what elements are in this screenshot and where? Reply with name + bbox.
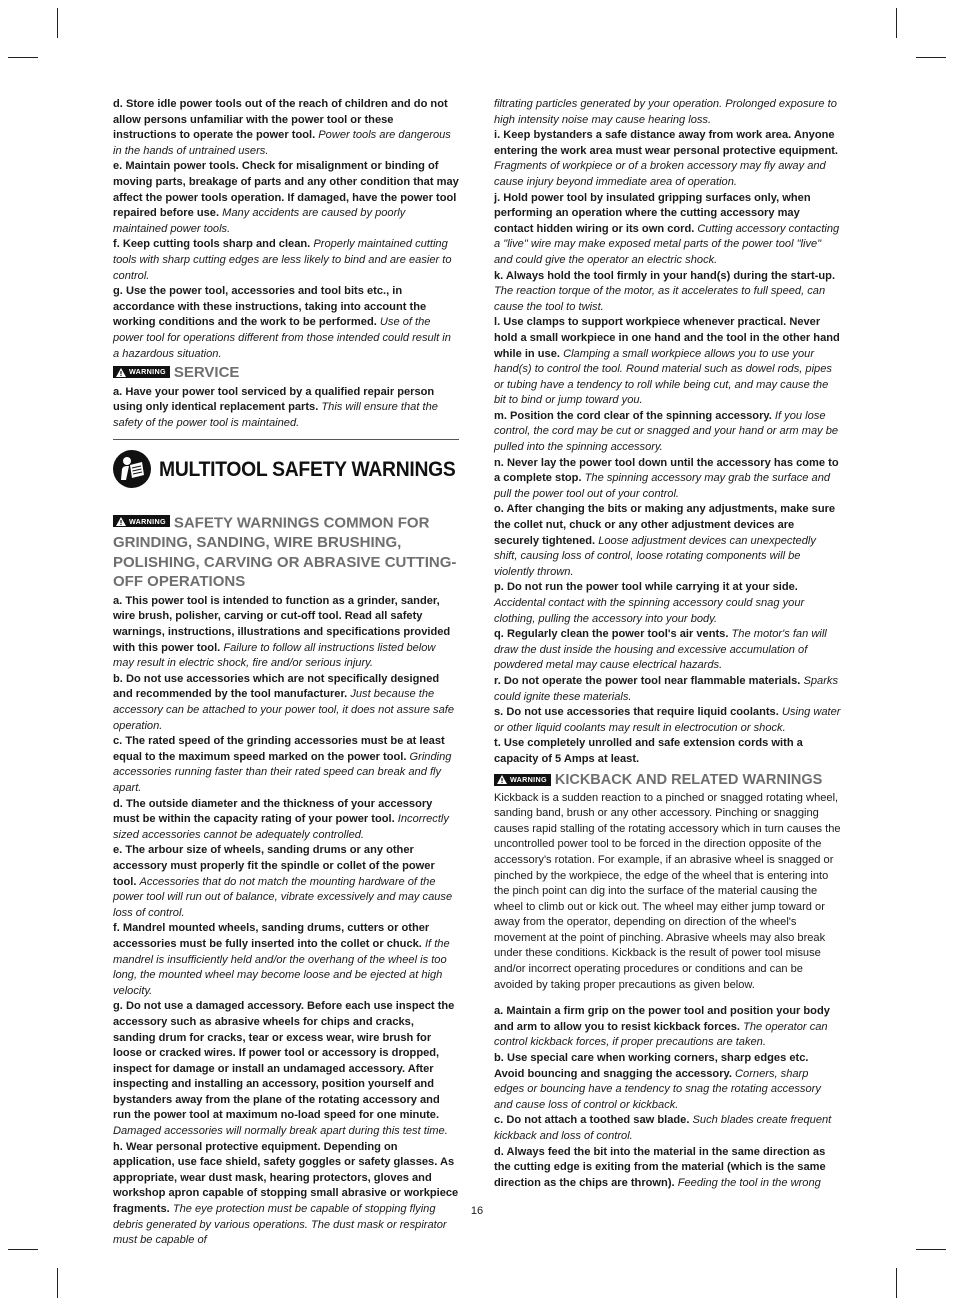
crop-mark	[8, 1249, 38, 1250]
instruction-item: a. Have your power tool serviced by a qualified repair person using only identical replacement parts. This will ensure that the safety of the power tool is maintained.	[113, 385, 438, 429]
crop-mark	[896, 8, 897, 38]
left-column	[113, 97, 459, 1249]
warning-badge: WARNING	[494, 774, 551, 786]
instruction-item: c. The rated speed of the grinding accessories must be at least equal to the maximum speed marked on the power tool. Grinding accessories running faster than their rated speed can break and fly apart.	[113, 735, 452, 794]
crop-mark	[896, 1268, 897, 1298]
kickback-heading-row	[494, 771, 841, 789]
right-column	[494, 97, 841, 1191]
instruction-item: i. Keep bystanders a safe distance away from work area. Anyone entering the work area must wear personal protective equipment. Fragments of workpiece or of a broken accessory may fly away and cause injury beyond immediate area of operation.	[494, 129, 838, 188]
warning-badge: WARNING	[113, 366, 170, 378]
spacer	[494, 993, 841, 1004]
read-manual-icon	[113, 450, 151, 488]
instruction-item: e. The arbour size of wheels, sanding drums or any other accessory must properly fit the spindle or collet of the power tool. Accessories that do not match the mounting hardware of the power tool will run out of balance, vibrate excessively and may cause loss of control.	[113, 844, 453, 919]
instruction-item: d. The outside diameter and the thickness of your accessory must be within the capacity rating of your power tool. Incorrectly sized accessories cannot be adequately controlled.	[113, 797, 449, 841]
instruction-item: p. Do not run the power tool while carrying it at your side. Accidental contact with the spinning accessory could snag your clothing, pulling the accessory into your body.	[494, 581, 805, 625]
instruction-item: f. Mandrel mounted wheels, sanding drums, cutters or other accessories must be fully inserted into the collet or chuck. If the mandrel is insufficiently held and/or the overhang of the wheel is too long, the mounted wheel may become loose and be ejected at high velocity.	[113, 922, 450, 997]
instruction-item: k. Always hold the tool firmly in your hand(s) during the start-up. The reaction torque of the motor, as it accelerates to full speed, can cause the tool to twist.	[494, 269, 836, 313]
warning-triangle-icon	[116, 368, 126, 377]
kickback-intro: Kickback is a sudden reaction to a pinched or snagged rotating wheel, sanding band, brush or any other accessory. Pinching or snagging causes rapid stalling of the rotating accessory which in turn causes the uncontrolled power tool to be forced in the direction opposite of the accessory's rotation. For example, if an abrasive wheel is snagged or pinched by the workpiece, the edge of the wheel that is entering into the pinch point can dig into the surface of the material causing the wheel to climb out or kick out. The wheel may either jump toward or away from the operator, depending on direction of the wheel's movement at the point of pinching. Abrasive wheels may also break under these conditions. Kickback is the result of power tool misuse and/or incorrect operating procedures or conditions and can be avoided by taking proper precautions as given below.	[494, 791, 841, 991]
common-warnings-heading: WARNING SAFETY WARNINGS COMMON FOR GRINDING, SANDING, WIRE BRUSHING, POLISHING, CARVING OR ABRASIVE CUTTING-OFF OPERATIONS	[113, 514, 457, 591]
crop-mark	[916, 57, 946, 58]
instruction-item: g. Do not use a damaged accessory. Before each use inspect the accessory such as abrasive wheels for chips and cracks, sanding drum for cracks, tear or excess wear, wire brush for loose or cracked wires. If power tool or accessory is dropped, inspect for damage or install an undamaged accessory. After inspecting and installing an accessory, position yourself and bystanders away from the plane of the rotating accessory and run the power tool at maximum no-load speed for one minute. Damaged accessories will normally break apart during this test time.	[113, 1000, 455, 1138]
instruction-item: o. After changing the bits or making any adjustments, make sure the collet nut, chuck or any other adjustment devices are securely tightened. Loose adjustment devices can unexpectedly shift, causing loss of control, loose rotating components will be violently thrown.	[494, 503, 836, 578]
common-heading-row	[113, 512, 459, 592]
instruction-item: l. Use clamps to support workpiece whenever practical. Never hold a small workpiece in one hand and the tool in the other hand while in use. Clamping a small workpiece allows you to use your hand(s) to control the tool. Round material such as dowel rods, pipes or tubing have a tendency to roll while being cut, and may cause the bit to bind or jump toward you.	[494, 316, 840, 407]
section-header	[113, 450, 459, 488]
crop-mark	[916, 1249, 946, 1250]
instruction-item: a. Maintain a firm grip on the power tool and position your body and arm to allow you to resist kickback forces. The operator can control kickback forces, if proper precautions are taken.	[494, 1005, 830, 1049]
instruction-item: f. Keep cutting tools sharp and clean. Properly maintained cutting tools with sharp cutting edges are less likely to bind and are easier to control.	[113, 238, 452, 282]
service-heading-row	[113, 363, 459, 383]
instruction-item: a. This power tool is intended to function as a grinder, sander, wire brush, polisher, carving or cut-off tool. Read all safety warnings, instructions, illustrations and specifications provided with this power tool. Failure to follow all instructions listed below may result in electric shock, fire and/or serious injury.	[113, 594, 451, 670]
crop-mark	[8, 57, 38, 58]
crop-mark	[57, 8, 58, 38]
warning-triangle-icon	[497, 775, 507, 784]
instruction-item: d. Always feed the bit into the material in the same direction as the cutting edge is exiting from the material (which is the same direction as the chips are thrown). Feeding the tool in the wrong	[494, 1145, 826, 1189]
kickback-heading: KICKBACK AND RELATED WARNINGS	[554, 771, 823, 788]
warning-triangle-icon	[116, 517, 126, 526]
instruction-item: e. Maintain power tools. Check for misalignment or binding of moving parts, breakage of parts and any other condition that may affect the power tools operation. If damaged, have the power tool repaired before use. Many accidents are caused by poorly maintained power tools.	[113, 160, 459, 235]
instruction-item: q. Regularly clean the power tool's air vents. The motor's fan will draw the dust inside the housing and excessive accumulation of powdered metal may cause electrical hazards.	[494, 628, 827, 672]
instruction-item: b. Do not use accessories which are not specifically designed and recommended by the tool manufacturer. Just because the accessory can be attached to your power tool, it does not assure safe operation.	[113, 672, 455, 732]
page-title: MULTITOOL SAFETY WARNINGS	[159, 457, 456, 481]
service-heading: SERVICE	[173, 364, 240, 382]
instruction-item: n. Never lay the power tool down until the accessory has come to a complete stop. The spinning accessory may grab the surface and pull the power tool out of your control.	[494, 456, 839, 500]
crop-mark	[57, 1268, 58, 1298]
instruction-item: c. Do not attach a toothed saw blade. Such blades create frequent kickback and loss of control.	[494, 1114, 832, 1142]
instruction-item: s. Do not use accessories that require liquid coolants. Using water or other liquid coolants may result in electrocution or shock.	[494, 706, 841, 734]
continuation-text: filtrating particles generated by your operation. Prolonged exposure to high intensity noise may cause hearing loss.	[494, 98, 837, 126]
instruction-item: b. Use special care when working corners, sharp edges etc. Avoid bouncing and snagging the accessory. Corners, sharp edges or bouncing have a tendency to snag the rotating accessory and cause loss of control or kickback.	[494, 1052, 821, 1111]
instruction-item: r. Do not operate the power tool near flammable materials. Sparks could ignite these materials.	[494, 674, 839, 703]
instruction-item: g. Use the power tool, accessories and tool bits etc., in accordance with these instructions, taking into account the working conditions and the work to be performed. Use of the power tool for operations different from those intended could result in a hazardous situation.	[113, 285, 451, 360]
instruction-item: j. Hold power tool by insulated gripping surfaces only, when performing an operation where the cutting accessory may contact hidden wiring or its own cord. Cutting accessory contacting a "live" wire may make exposed metal parts of the power tool "live" and could give the operator an electric shock.	[494, 191, 840, 266]
instruction-item: m. Position the cord clear of the spinning accessory. If you lose control, the cord may be cut or snagged and your hand or arm may be pulled into the spinning accessory.	[494, 409, 839, 454]
instruction-item: h. Wear personal protective equipment. Depending on application, use face shield, safety goggles or safety glasses. As appropriate, wear dust mask, hearing protectors, gloves and workshop apron capable of stopping small abrasive or workpiece fragments. The eye protection must be capable of stopping flying debris generated by various operations. The dust mask or respirator must be capable of	[113, 1140, 459, 1247]
section-divider	[113, 439, 459, 440]
instruction-item: d. Store idle power tools out of the reach of children and do not allow persons unfamiliar with the power tool or these instructions to operate the power tool. Power tools are dangerous in the hands of untrained users.	[113, 98, 451, 157]
warning-badge: WARNING	[113, 515, 170, 527]
page-number: 16	[470, 1205, 484, 1217]
instruction-item: t. Use completely unrolled and safe extension cords with a capacity of 5 Amps at least.	[494, 737, 803, 765]
